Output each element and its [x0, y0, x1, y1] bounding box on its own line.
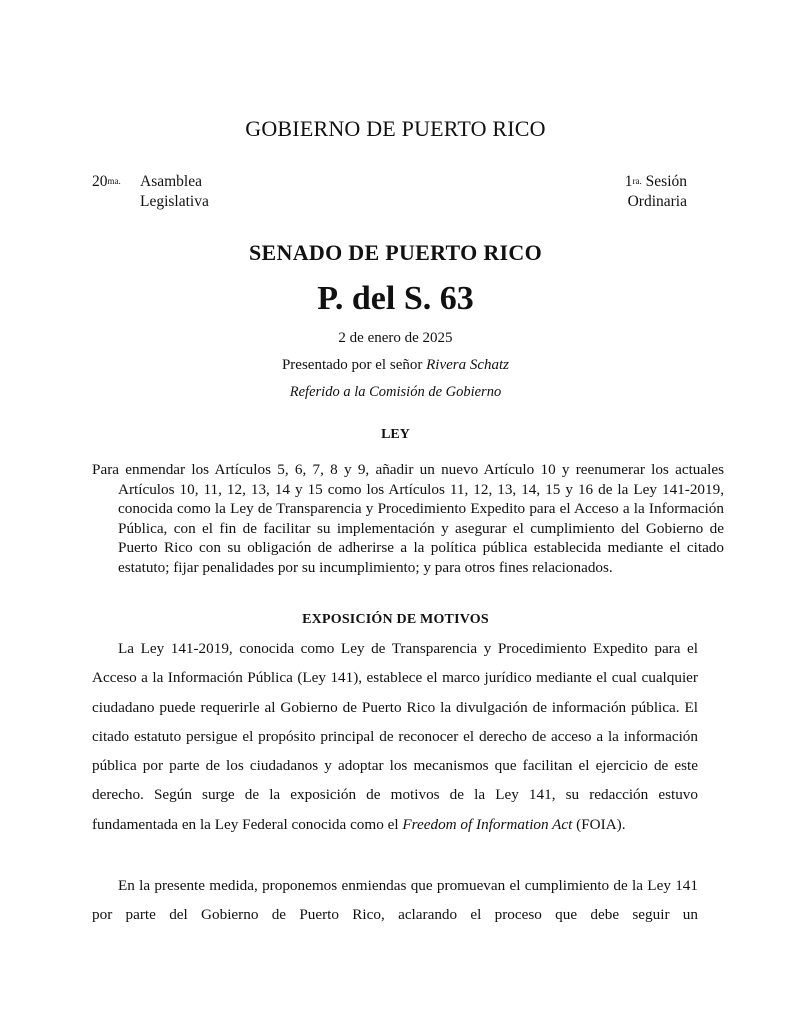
exposition-paragraph-1: La Ley 141-2019, conocida como Ley de Transparencia y Procedimiento Expedito para el Acceso a la Información Pública (Ley 141), establece el marco jurídico mediante el cual cualquier ciudadano puede requerirle al Gobierno de Puerto Rico la divulgación de información pública. El citado estatuto persigue el propósito principal de reconocer el derecho de acceso a la información pública por parte de los ciudadanos y adoptar los mecanismos que facilitan el ejercicio de este derecho. Según surge de la exposición de motivos de la Ley 141, su redacción estuvo fundamentada en la Ley Federal conocida como el Freedom of Information Act (FOIA).: [92, 640, 698, 833]
session-line1: Sesión: [645, 173, 687, 190]
exposition-paragraph-2: En la presente medida, proponemos enmiendas que promuevan el cumplimiento de la Ley 141 por parte del Gobierno de Puerto Rico, aclarando el proceso que debe seguir un: [92, 877, 698, 924]
referred-to: Referido a la Comisión de Gobierno: [289, 384, 502, 400]
foia-title: Freedom of Information Act: [402, 815, 573, 833]
presented-by: Presentado por el señor Rivera Schatz: [281, 357, 510, 373]
assembly-line1: Asamblea: [140, 173, 202, 190]
assembly-ordinal: $20^{ma.}$: [92, 173, 121, 190]
session-line2: Ordinaria: [627, 193, 687, 210]
government-title: GOBIERNO DE PUERTO RICO: [245, 116, 546, 141]
bill-summary: Para enmendar los Artículos 5, 6, 7, 8 y 9, añadir un nuevo Artículo 10 y reenumerar los actuales Artículos 10, 11, 12, 13, 14 y 15 como los Artículos 11, 12, 13, 14, 15 y 16 de la Ley 141-2019, conocida como la Ley de Transparencia y Procedimiento Expedito para el Acceso a la Información Pública, con el fin de facilitar su implementación y asegurar el cumplimiento del Gobierno de Puerto Rico con su obligación de adherirse a la política pública establecida mediante el citado estatuto; fijar penalidades por su incumplimiento; y para otros fines relacionados.: [92, 461, 724, 576]
session-label: [625, 172, 687, 212]
sponsor-name: Rivera Schatz: [426, 357, 510, 373]
assembly-label: [92, 172, 209, 212]
chamber-title: SENADO DE PUERTO RICO: [249, 240, 542, 265]
bill-number: P. del S. 63: [317, 280, 474, 317]
bill-type: LEY: [381, 427, 410, 442]
exposition-heading: EXPOSICIÓN DE MOTIVOS: [302, 612, 489, 627]
session-ordinal: $1^{ra.}$: [624, 173, 642, 190]
assembly-line2: Legislativa: [140, 193, 209, 210]
bill-date: 2 de enero de 2025: [338, 330, 453, 346]
